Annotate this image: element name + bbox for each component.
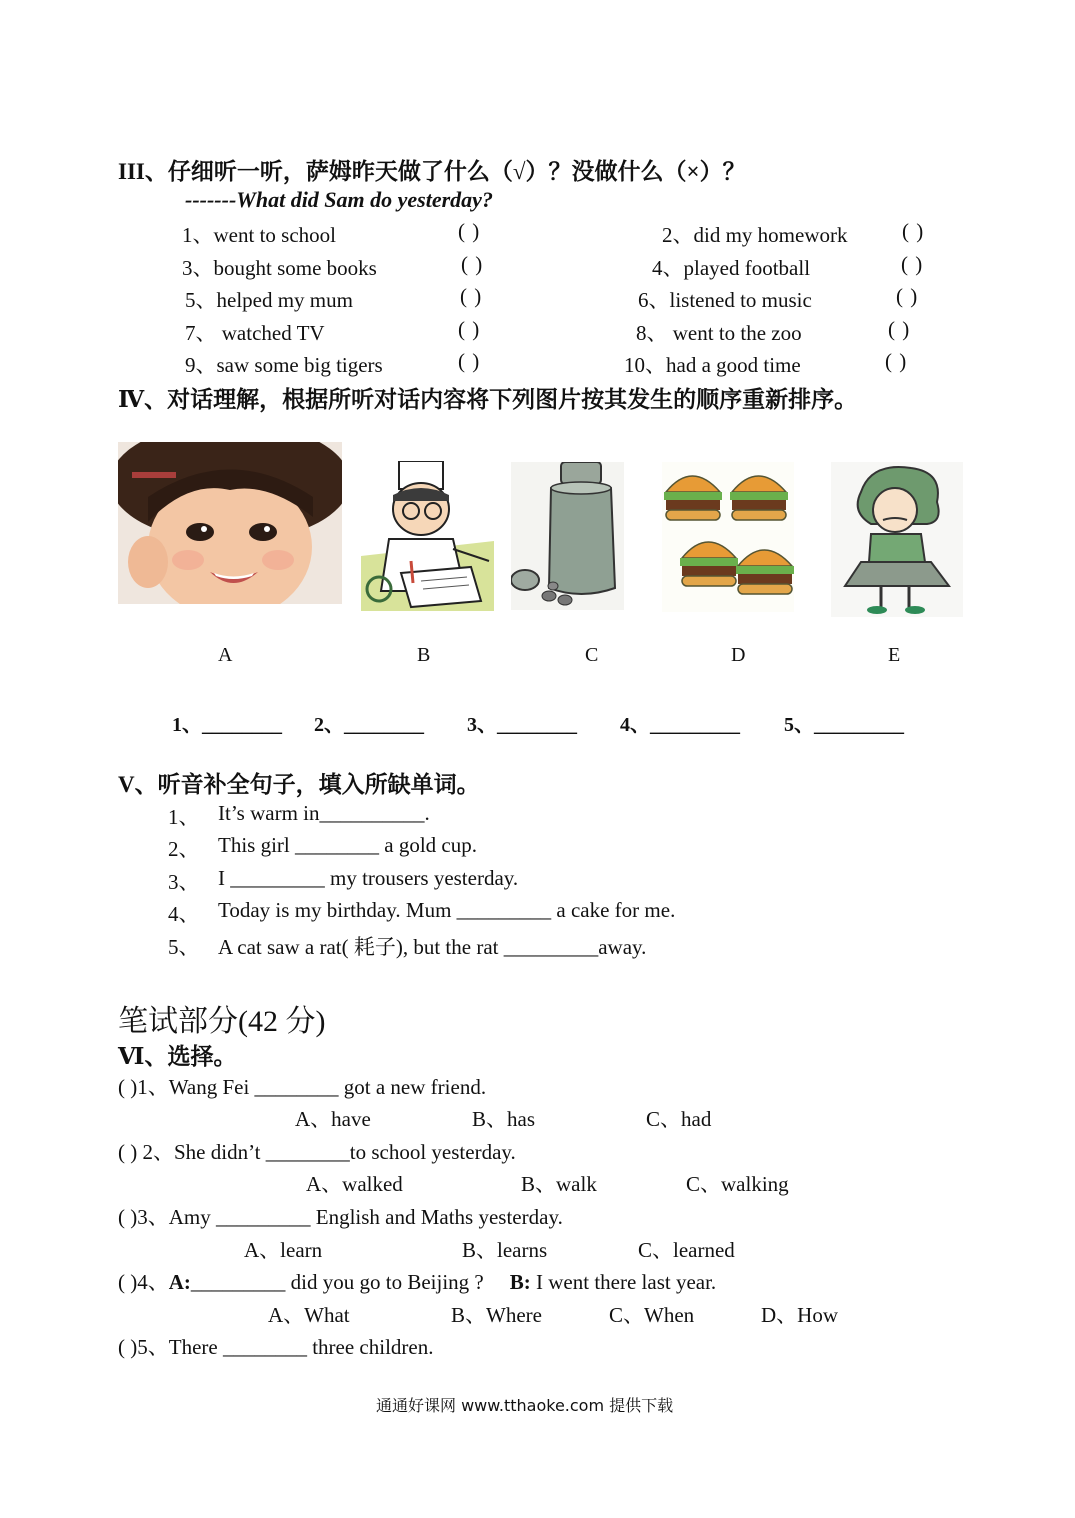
listen-item: 7、 watched TV xyxy=(185,321,325,345)
answer-paren[interactable]: ( ) xyxy=(458,349,481,373)
sentence-number: 4、 xyxy=(168,902,200,926)
choice-option[interactable]: B、Where xyxy=(451,1303,542,1327)
sentence-text[interactable]: I _________ my trousers yesterday. xyxy=(218,866,519,890)
sentence-number: 2、 xyxy=(168,837,200,861)
answer-paren[interactable]: ( ) xyxy=(902,219,925,243)
order-blank-1[interactable]: 1、________ xyxy=(172,714,282,736)
choice-option[interactable]: C、learned xyxy=(638,1238,735,1262)
order-blank-2[interactable]: 2、________ xyxy=(314,714,424,736)
choice-question-5: ( )5、There ________ three children. xyxy=(118,1335,434,1359)
choice-option[interactable]: D、How xyxy=(761,1303,838,1327)
order-blank-4[interactable]: 4、_________ xyxy=(620,714,740,736)
sentence-number: 3、 xyxy=(168,870,200,894)
choice-question-3: ( )3、Amy _________ English and Maths yesterday. xyxy=(118,1205,563,1229)
section-5-title: V、听音补全句子，填入所缺单词。 xyxy=(118,772,480,797)
answer-paren[interactable]: ( ) xyxy=(460,284,483,308)
doctor-writing-icon xyxy=(361,461,494,611)
order-blank-5[interactable]: 5、_________ xyxy=(784,714,904,736)
written-part-title: 笔试部分(42 分) xyxy=(118,1005,326,1038)
question-4-answer: I went there last year. xyxy=(530,1270,717,1294)
listen-item: 6、listened to music xyxy=(638,288,812,312)
sentence-text[interactable]: Today is my birthday. Mum _________ a cake for me. xyxy=(218,898,676,922)
choice-option[interactable]: B、walk xyxy=(521,1172,597,1196)
sentence-text[interactable]: This girl ________ a gold cup. xyxy=(218,833,477,857)
sentence-text[interactable]: A cat saw a rat( 耗子), but the rat _________away. xyxy=(218,935,647,959)
choice-option[interactable]: C、walking xyxy=(686,1172,789,1196)
listen-item: 5、helped my mum xyxy=(185,288,353,312)
listen-item: 1、went to school xyxy=(182,223,336,247)
listen-item: 9、saw some big tigers xyxy=(185,353,383,377)
choice-option[interactable]: A、learn xyxy=(244,1238,323,1262)
choice-option[interactable]: A、walked xyxy=(306,1172,403,1196)
answer-paren[interactable]: ( ) xyxy=(458,219,481,243)
section-6-title: Ⅵ、选择。 xyxy=(118,1044,237,1069)
choice-question-4 xyxy=(118,1266,716,1296)
speaker-b-label: B: xyxy=(509,1270,531,1294)
smiling-child-photo xyxy=(118,442,342,604)
answer-paren[interactable]: ( ) xyxy=(885,349,908,373)
order-blank-3[interactable]: 3、________ xyxy=(467,714,577,736)
choice-option[interactable]: C、When xyxy=(609,1303,695,1327)
medicine-bottle-icon xyxy=(511,462,624,610)
choice-option[interactable]: A、have xyxy=(295,1107,371,1131)
choice-question-2: ( ) 2、She didn’t ________to school yesterday. xyxy=(118,1140,516,1164)
section-4-title: Ⅳ、对话理解，根据所听对话内容将下列图片按其发生的顺序重新排序。 xyxy=(118,387,858,412)
choice-option[interactable]: C、had xyxy=(646,1107,712,1131)
sentence-number: 5、 xyxy=(168,935,200,959)
choice-option[interactable]: B、has xyxy=(472,1107,535,1131)
choice-option[interactable]: B、learns xyxy=(462,1238,548,1262)
listen-item: 2、did my homework xyxy=(662,223,848,247)
section-3-title: III、仔细听一听，萨姆昨天做了什么（√）？没做什么（×）？ xyxy=(118,159,746,184)
picture-label-e: E xyxy=(888,644,901,666)
picture-label-d: D xyxy=(731,644,746,666)
answer-paren[interactable]: ( ) xyxy=(461,252,484,276)
listen-item: 10、had a good time xyxy=(624,353,801,377)
sentence-number: 1、 xyxy=(168,805,200,829)
answer-paren[interactable]: ( ) xyxy=(896,284,919,308)
footer-credit: 通通好课网 www.tthaoke.com 提供下载 xyxy=(376,1396,674,1415)
answer-paren[interactable]: ( ) xyxy=(888,317,911,341)
answer-paren[interactable]: ( ) xyxy=(458,317,481,341)
speaker-a-label: A: xyxy=(168,1270,191,1294)
listen-item: 3、bought some books xyxy=(182,256,377,280)
picture-label-a: A xyxy=(218,644,233,666)
section-3-subtitle: -------What did Sam do yesterday? xyxy=(185,187,493,212)
listen-item: 8、 went to the zoo xyxy=(636,321,802,345)
picture-label-c: C xyxy=(585,644,599,666)
girl-stomachache-icon xyxy=(831,462,963,617)
hamburgers-icon xyxy=(662,462,794,612)
choice-question-1: ( )1、Wang Fei ________ got a new friend. xyxy=(118,1075,487,1099)
sentence-text[interactable]: It’s warm in__________. xyxy=(218,801,430,825)
answer-paren[interactable]: ( ) xyxy=(901,252,924,276)
question-4-stem: _________ did you go to Beijing ? xyxy=(190,1270,484,1294)
picture-label-b: B xyxy=(417,644,431,666)
choice-option[interactable]: A、What xyxy=(268,1303,350,1327)
question-4-prefix: ( )4、 xyxy=(118,1270,169,1294)
listen-item: 4、played football xyxy=(652,256,811,280)
